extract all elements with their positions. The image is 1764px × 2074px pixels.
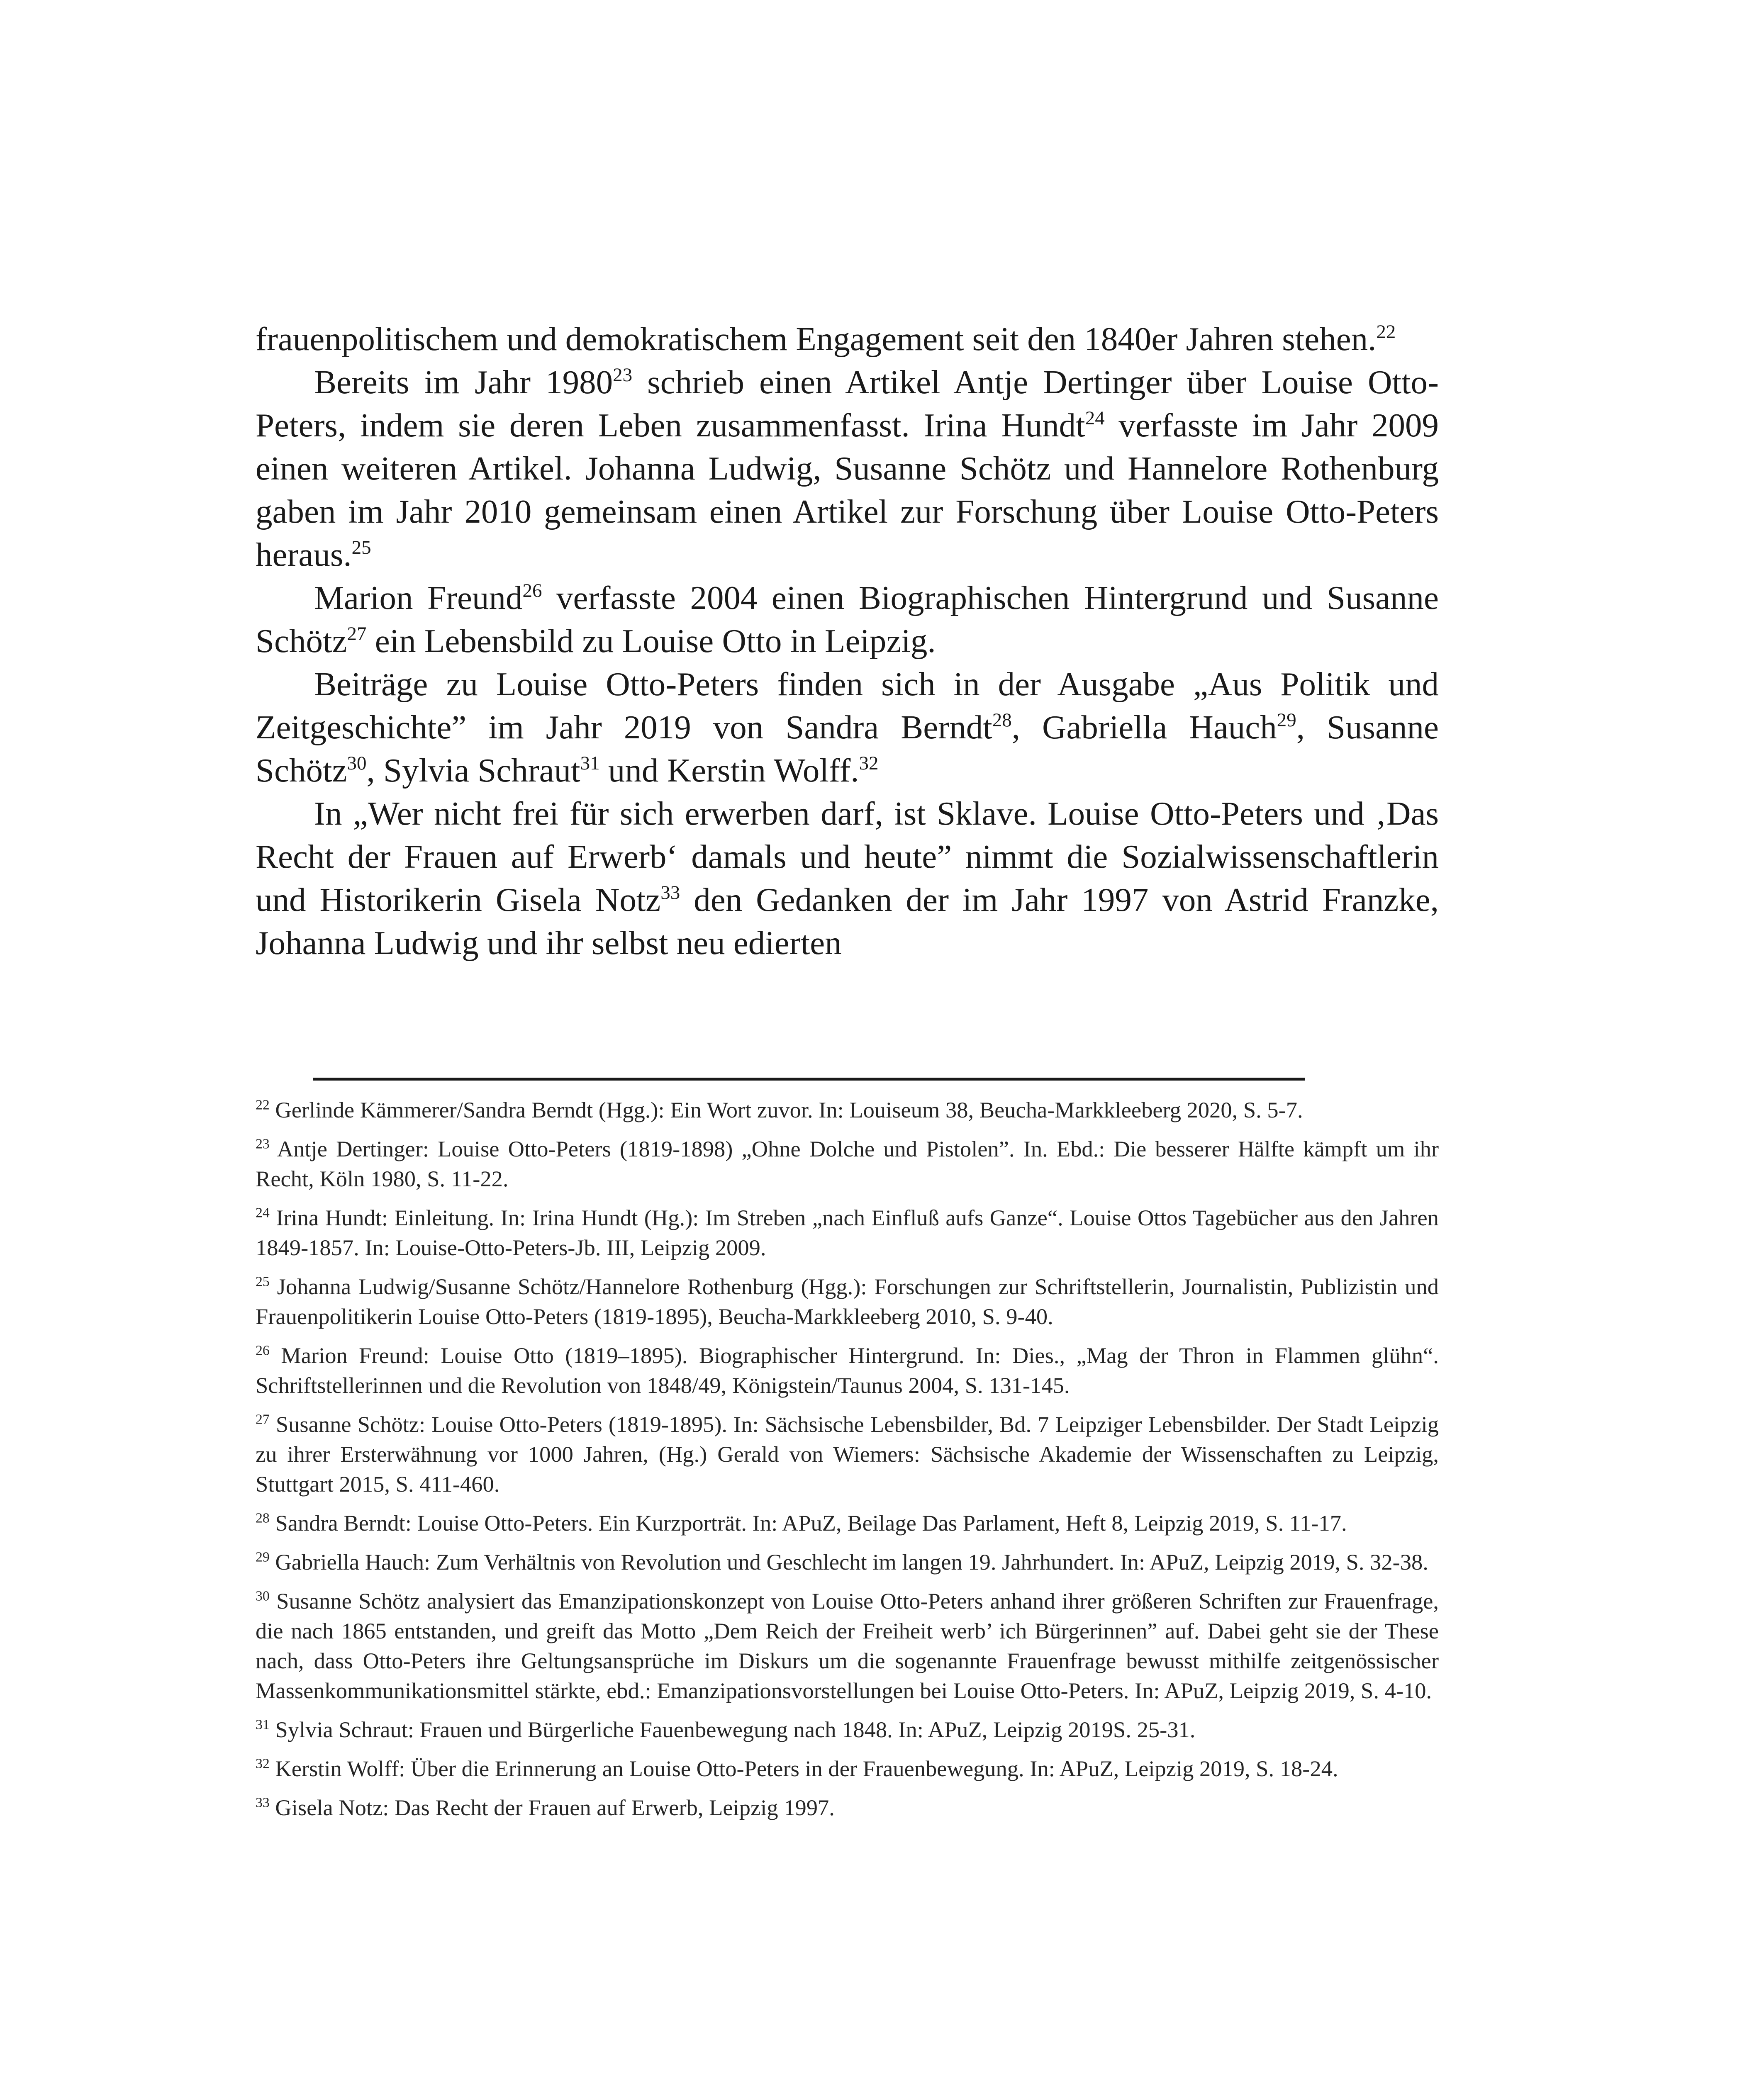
footnote-ref: 26 — [522, 579, 542, 601]
footnote-ref: 30 — [347, 752, 367, 774]
footnote — [256, 1409, 1439, 1499]
footnote — [256, 1508, 1439, 1538]
footnote-text: Gerlinde Kämmerer/Sandra Berndt (Hgg.): Ein Wort zuvor. In: Louiseum 38, Beucha-Markkleeberg 2020, S. 5-7. — [275, 1097, 1303, 1122]
footnote-ref: 23 — [613, 364, 633, 386]
footnote — [256, 1586, 1439, 1706]
footnote-text: Gabriella Hauch: Zum Verhältnis von Revolution und Geschlecht im langen 19. Jahrhundert. In: APuZ, Leipzig 2019, S. 32-38. — [275, 1549, 1428, 1575]
paragraph: Marion Freund$^{26}$ verfasste 2004 einen Biographischen Hintergrund und Susanne Schötz$^{27}$ ein Lebensbild zu Louise Otto in Leipzig. — [256, 579, 1439, 660]
footnote — [256, 1547, 1439, 1577]
footnote — [256, 1095, 1439, 1125]
footnote-number: 22 — [256, 1097, 270, 1113]
footnote-number: 26 — [256, 1343, 270, 1358]
footnote-ref: 28 — [992, 709, 1012, 731]
footnote-number: 27 — [256, 1412, 270, 1427]
footnote-text: Susanne Schötz analysiert das Emanzipationskonzept von Louise Otto-Peters anhand ihrer größeren Schriften zur Frauenfrage, die nach 1865 entstanden, und greift das Motto „Dem Reich der Freiheit werb’ ich Bürgerinnen” auf. Dabei geht sie der These nach, dass Otto-Peters ihre Geltungsansprüche im Diskurs um die sogenannte Frauenfrage bewusst mithilfe zeitgenössischer Massenkommunikationsmittel stärkte, ebd.: Emanzipationsvorstellungen bei Louise Otto-Peters. In: APuZ, Leipzig 2019, S. 4-10. — [256, 1588, 1439, 1703]
paragraph: frauenpolitischem und demokratischem Engagement seit den 1840er Jahren stehen.$^{22}$ — [256, 320, 1396, 358]
footnote-ref: 31 — [580, 752, 600, 774]
footnote — [256, 1754, 1439, 1784]
footnote-text: Antje Dertinger: Louise Otto-Peters (1819-1898) „Ohne Dolche und Pistolen”. In. Ebd.: Die besserer Hälfte kämpft um ihr Recht, Köln 1980, S. 11-22. — [256, 1136, 1439, 1191]
footnote-text: Kerstin Wolff: Über die Erinnerung an Louise Otto-Peters in der Frauenbewegung. In: APuZ, Leipzig 2019, S. 18-24. — [275, 1756, 1338, 1781]
footnote-number: 33 — [256, 1795, 270, 1811]
paragraph: Bereits im Jahr 1980$^{23}$ schrieb einen Artikel Antje Dertinger über Louise Otto-Peters, indem sie deren Leben zusammenfasst. Irina Hundt$^{24}$ verfasste im Jahr 2009 einen weiteren Artikel. Johanna Ludwig, Susanne Schötz und Hannelore Rothenburg gaben im Jahr 2010 gemeinsam einen Artikel zur Forschung über Louise Otto-Peters heraus.$^{25}$ — [256, 363, 1439, 573]
footnote-number: 30 — [256, 1588, 270, 1604]
footnote-text: Susanne Schötz: Louise Otto-Peters (1819-1895). In: Sächsische Lebensbilder, Bd. 7 Leipziger Lebensbilder. Der Stadt Leipzig zu ihrer Ersterwähnung vor 1000 Jahren, (Hg.) Gerald von Wiemers: Sächsische Akademie der Wissenschaften zu Leipzig, Stuttgart 2015, S. 411-460. — [256, 1412, 1439, 1497]
footnote-number: 32 — [256, 1756, 270, 1772]
footnote — [256, 1793, 1439, 1823]
footnote — [256, 1203, 1439, 1263]
footnote-ref: 33 — [660, 881, 680, 903]
paragraph: In „Wer nicht frei für sich erwerben darf, ist Sklave. Louise Otto-Peters und ‚Das Recht der Frauen auf Erwerb‘ damals und heute” nimmt die Sozialwissenschaftlerin und Historikerin Gisela Notz$^{33}$ den Gedanken der im Jahr 1997 von Astrid Franzke, Johanna Ludwig und ihr selbst neu edierten — [256, 795, 1439, 962]
footnote-ref: 22 — [1376, 321, 1396, 343]
footnote-text: Johanna Ludwig/Susanne Schötz/Hannelore Rothenburg (Hgg.): Forschungen zur Schriftstellerin, Journalistin, Publizistin und Frauenpolitikerin Louise Otto-Peters (1819-1895), Beucha-Markkleeberg 2010, S. 9-40. — [256, 1274, 1439, 1329]
paragraph: Beiträge zu Louise Otto-Peters finden sich in der Ausgabe „Aus Politik und Zeitgeschichte” im Jahr 2019 von Sandra Berndt$^{28}$, Gabriella Hauch$^{29}$, Susanne Schötz$^{30}$, Sylvia Schraut$^{31}$ und Kerstin Wolff.$^{32}$ — [256, 665, 1439, 789]
footnote-number: 28 — [256, 1510, 270, 1526]
footnote-ref: 29 — [1277, 709, 1296, 731]
footnote — [256, 1341, 1439, 1400]
footnote-number: 24 — [256, 1205, 270, 1221]
footnote-ref: 25 — [351, 536, 371, 558]
footnote-number: 23 — [256, 1136, 270, 1152]
footnote-text: Marion Freund: Louise Otto (1819–1895). Biographischer Hintergrund. In: Dies., „Mag der Thron in Flammen glühn“. Schriftstellerinnen und die Revolution von 1848/49, Königstein/Taunus 2004, S. 131-145. — [256, 1343, 1439, 1398]
footnote — [256, 1134, 1439, 1194]
footnote-text: Gisela Notz: Das Recht der Frauen auf Erwerb, Leipzig 1997. — [275, 1795, 835, 1820]
footnote-text: Sylvia Schraut: Frauen und Bürgerliche Fauenbewegung nach 1848. In: APuZ, Leipzig 2019S. 25-31. — [275, 1717, 1196, 1742]
footnote-ref: 24 — [1085, 407, 1105, 429]
main-text — [256, 317, 1439, 964]
footnote-number: 25 — [256, 1274, 270, 1290]
footnote-separator — [313, 1078, 1305, 1081]
footnote — [256, 1272, 1439, 1332]
footnote-text: Sandra Berndt: Louise Otto-Peters. Ein Kurzporträt. In: APuZ, Beilage Das Parlament, Heft 8, Leipzig 2019, S. 11-17. — [275, 1510, 1347, 1536]
footnote-text: Irina Hundt: Einleitung. In: Irina Hundt (Hg.): Im Streben „nach Einfluß aufs Ganze“. Louise Ottos Tagebücher aus den Jahren 1849-1857. In: Louise-Otto-Peters-Jb. III, Leipzig 2009. — [256, 1205, 1439, 1260]
footnote-number: 31 — [256, 1717, 270, 1733]
footnote-ref: 27 — [347, 623, 367, 645]
footnote-ref: 32 — [859, 752, 879, 774]
footnote-number: 29 — [256, 1549, 270, 1565]
footnote — [256, 1715, 1439, 1745]
footnotes — [256, 1095, 1439, 1832]
